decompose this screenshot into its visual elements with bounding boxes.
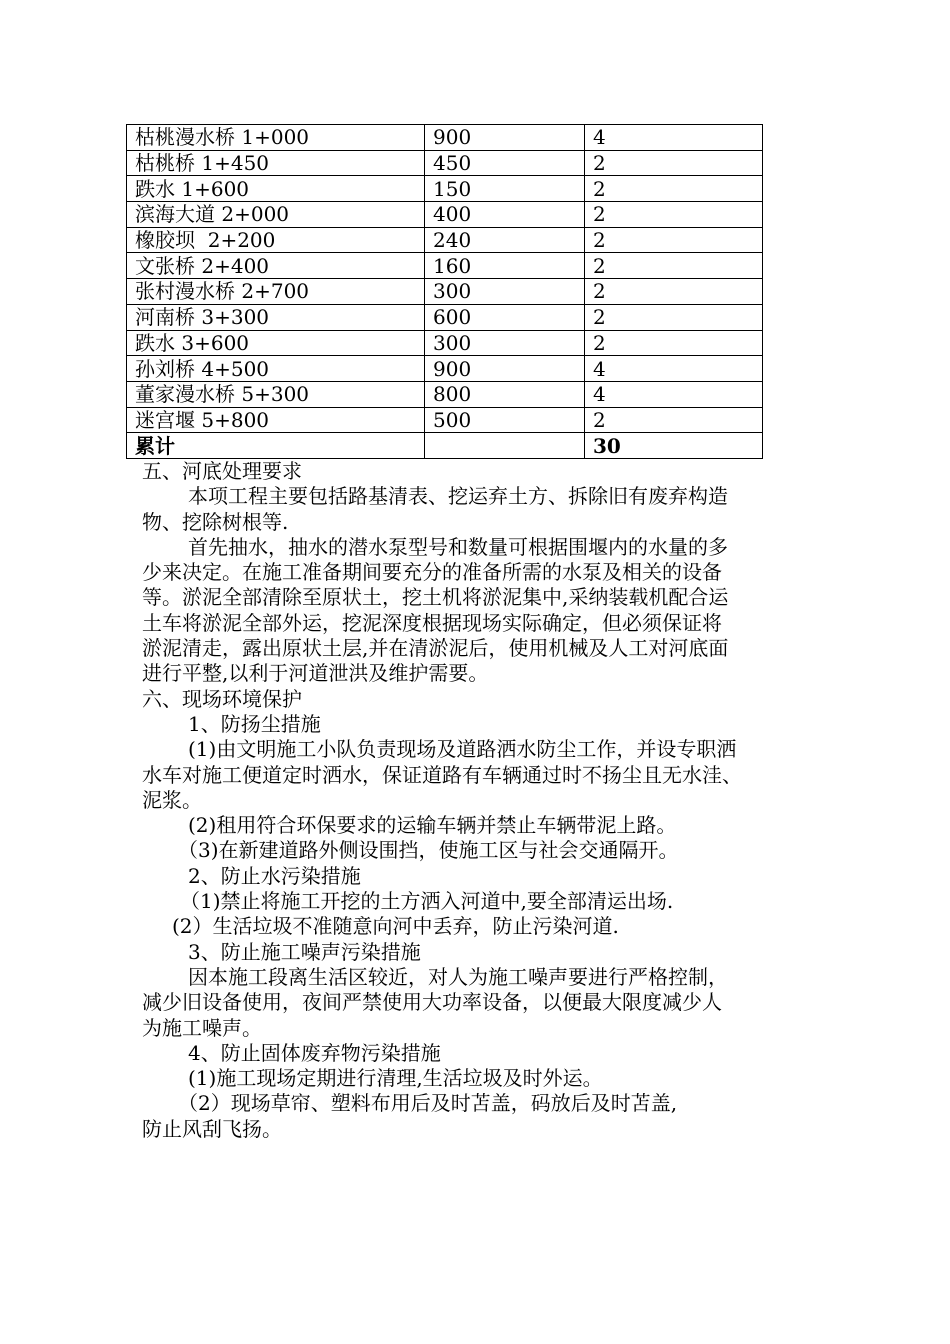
table-cell: 2 <box>585 304 763 330</box>
paragraph-line: (2）生活垃圾不准随意向河中丢弃，防止污染河道. <box>172 914 619 939</box>
subsection-heading: 2、防止水污染措施 <box>188 863 361 888</box>
table-cell: 张村漫水桥 2+700 <box>127 279 425 305</box>
paragraph-line: (1)施工现场定期进行清理,生活垃圾及时外运。 <box>188 1066 603 1091</box>
table-row <box>127 150 763 176</box>
table-row <box>127 227 763 253</box>
table-total-row <box>127 433 763 459</box>
project-table <box>126 124 763 459</box>
table-cell: 滨海大道 2+000 <box>127 202 425 228</box>
table-cell: 300 <box>425 330 585 356</box>
table-row <box>127 279 763 305</box>
table-cell: 2 <box>585 202 763 228</box>
table-cell: 300 <box>425 279 585 305</box>
paragraph-line: (2)租用符合环保要求的运输车辆并禁止车辆带泥上路。 <box>188 813 677 838</box>
table-cell: 枯桃漫水桥 1+000 <box>127 125 425 151</box>
table-cell: 4 <box>585 356 763 382</box>
paragraph-line: 水车对施工便道定时洒水，保证道路有车辆通过时不扬尘且无水洼、 <box>142 762 742 787</box>
table-cell: 跌水 1+600 <box>127 176 425 202</box>
table-cell: 橡胶坝 2+200 <box>127 227 425 253</box>
table-row <box>127 125 763 151</box>
table-cell: 600 <box>425 304 585 330</box>
table-cell: 2 <box>585 279 763 305</box>
subsection-heading: 1、防扬尘措施 <box>188 711 321 736</box>
table-cell: 孙刘桥 4+500 <box>127 356 425 382</box>
paragraph-line: 进行平整,以利于河道泄洪及维护需要。 <box>142 661 489 686</box>
table-row <box>127 304 763 330</box>
paragraph-line: 本项工程主要包括路基清表、挖运弃土方、拆除旧有废弃构造 <box>188 484 728 509</box>
table-cell: 450 <box>425 150 585 176</box>
section-heading: 六、现场环境保护 <box>142 686 302 711</box>
table-cell: 240 <box>425 227 585 253</box>
paragraph-line: （1)禁止将施工开挖的土方洒入河道中,要全部清运出场. <box>180 889 674 914</box>
paragraph-line: 首先抽水，抽水的潜水泵型号和数量可根据围堰内的水量的多 <box>188 534 728 559</box>
paragraph-line: 泥浆。 <box>142 787 202 812</box>
table-cell: 董家漫水桥 5+300 <box>127 381 425 407</box>
table-cell: 2 <box>585 227 763 253</box>
table-cell: 2 <box>585 176 763 202</box>
paragraph-line: 物、挖除树根等. <box>142 509 289 534</box>
paragraph-line: 减少旧设备使用，夜间严禁使用大功率设备，以便最大限度减少人 <box>142 990 722 1015</box>
table-cell: 跌水 3+600 <box>127 330 425 356</box>
total-label: 累计 <box>127 433 425 459</box>
paragraph-line: 等。淤泥全部清除至原状土，挖土机将淤泥集中,采纳装载机配合运 <box>142 585 729 610</box>
paragraph-line: 防止风刮飞扬。 <box>142 1116 282 1141</box>
subsection-heading: 3、防止施工噪声污染措施 <box>188 939 421 964</box>
table-row <box>127 330 763 356</box>
table-cell: 160 <box>425 253 585 279</box>
table-row <box>127 381 763 407</box>
paragraph-line: 淤泥清走，露出原状土层,并在清淤泥后，使用机械及人工对河底面 <box>142 636 729 661</box>
table-row <box>127 356 763 382</box>
section-heading: 五、河底处理要求 <box>142 459 302 483</box>
table-cell: 文张桥 2+400 <box>127 253 425 279</box>
table-row <box>127 176 763 202</box>
subsection-heading: 4、防止固体废弃物污染措施 <box>188 1040 441 1065</box>
table-cell: 河南桥 3+300 <box>127 304 425 330</box>
table-cell: 900 <box>425 356 585 382</box>
table-cell: 迷宫堰 5+800 <box>127 407 425 433</box>
paragraph-line: 土车将淤泥全部外运，挖泥深度根据现场实际确定，但必须保证将 <box>142 610 722 635</box>
table-cell: 2 <box>585 407 763 433</box>
table-cell: 900 <box>425 125 585 151</box>
paragraph-line: （2）现场草帘、塑料布用后及时苫盖，码放后及时苫盖, <box>178 1091 678 1116</box>
table-row <box>127 253 763 279</box>
total-value: 30 <box>585 433 763 459</box>
table-row <box>127 202 763 228</box>
paragraph-line: (1)由文明施工小队负责现场及道路洒水防尘工作，并设专职洒 <box>188 737 737 762</box>
table-cell: 4 <box>585 125 763 151</box>
table-cell: 500 <box>425 407 585 433</box>
table-cell: 150 <box>425 176 585 202</box>
table-row <box>127 407 763 433</box>
paragraph-line: （3)在新建道路外侧设围挡，使施工区与社会交通隔开。 <box>178 838 679 863</box>
paragraph-line: 少来决定。在施工准备期间要充分的准备所需的水泵及相关的设备 <box>142 560 722 585</box>
total-empty-cell <box>425 433 585 459</box>
table-cell: 400 <box>425 202 585 228</box>
paragraph-line: 为施工噪声。 <box>142 1015 262 1040</box>
table-cell: 2 <box>585 253 763 279</box>
table-cell: 4 <box>585 381 763 407</box>
body-text <box>142 459 822 1142</box>
paragraph-line: 因本施工段离生活区较近，对人为施工噪声要进行严格控制， <box>188 964 728 989</box>
table-cell: 2 <box>585 150 763 176</box>
table-cell: 2 <box>585 330 763 356</box>
table-cell: 枯桃桥 1+450 <box>127 150 425 176</box>
table-cell: 800 <box>425 381 585 407</box>
